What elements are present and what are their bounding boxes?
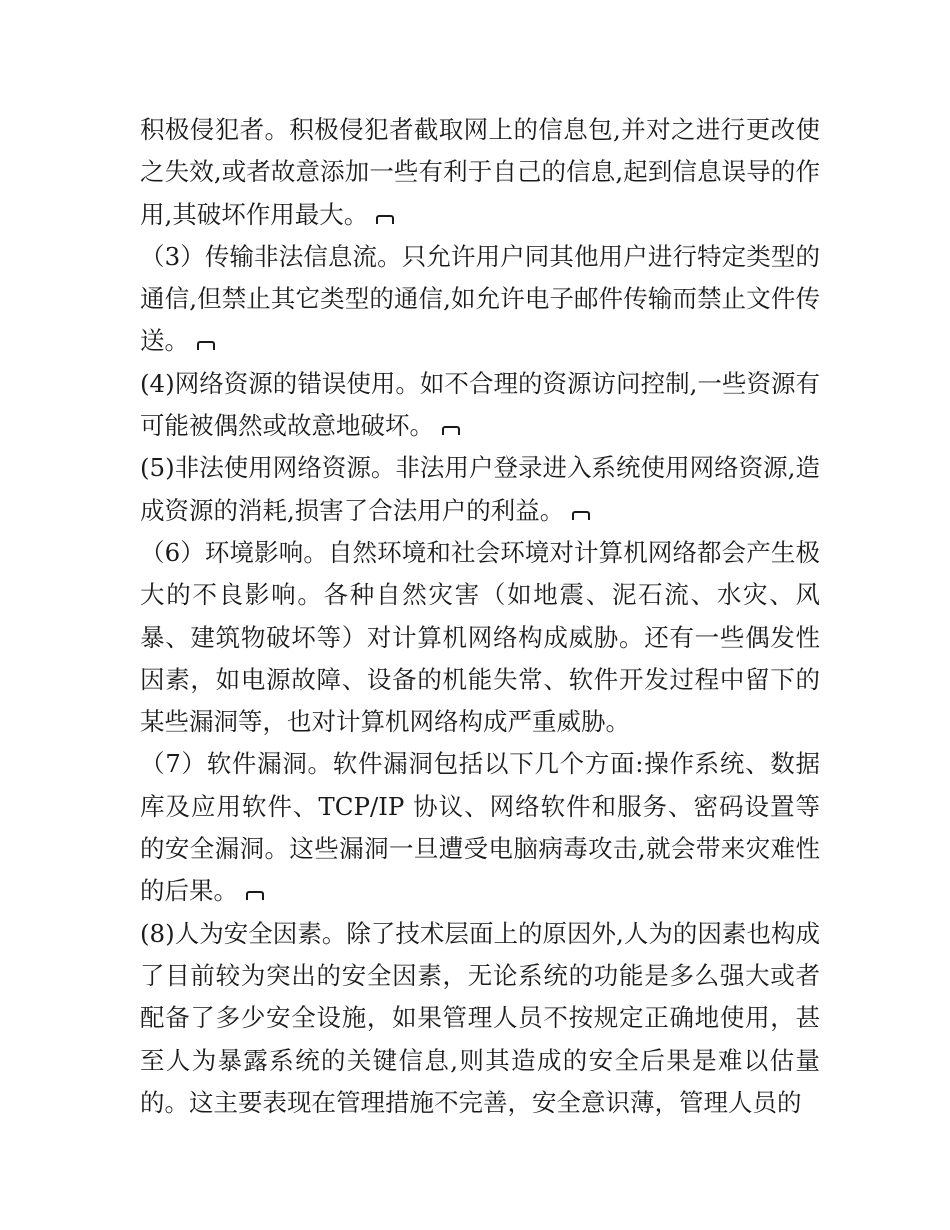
paragraph-text: （7）软件漏洞。软件漏洞包括以下几个方面:操作系统、数据库及应用软件、TCP/IP 协议、网络软件和服务、密码设置等的安全漏洞。这些漏洞一旦遭受电脑病毒攻击,就会带来灾难性的后果。 bbox=[140, 749, 820, 906]
paragraph-active-intruder bbox=[140, 109, 820, 236]
paragraph-return-icon bbox=[442, 426, 460, 435]
paragraph-text: （6）环境影响。自然环境和社会环境对计算机网络都会产生极大的不良影响。各种自然灾害（如地震、泥石流、水灾、风暴、建筑物破坏等）对计算机网络构成威胁。还有一些偶发性因素，如电源故障、设备的机能失常、软件开发过程中留下的某些漏洞等，也对计算机网络构成严重威胁。 bbox=[140, 537, 820, 737]
paragraph-return-icon bbox=[197, 341, 215, 350]
paragraph-return-icon bbox=[376, 215, 394, 224]
document-body bbox=[140, 109, 820, 1124]
paragraph-illegal-resource-use bbox=[140, 447, 820, 532]
paragraph-human-factors bbox=[140, 913, 820, 1124]
paragraph-return-icon bbox=[572, 511, 590, 520]
paragraph-illegal-info-flow bbox=[140, 236, 820, 363]
paragraph-return-icon bbox=[246, 891, 264, 900]
paragraph-text: (5)非法使用网络资源。非法用户登录进入系统使用网络资源,造成资源的消耗,损害了合法用户的利益。 bbox=[140, 453, 820, 525]
paragraph-text: (8)人为安全因素。除了技术层面上的原因外,人为的因素也构成了目前较为突出的安全因素，无论系统的功能是多么强大或者配备了多少安全设施，如果管理人员不按规定正确地使用，甚至人为暴露系统的关键信息,则其造成的安全后果是难以估量的。这主要表现在管理措施不完善，安全意识薄，管理人员的 bbox=[140, 918, 820, 1117]
paragraph-software-vulnerability bbox=[140, 743, 820, 912]
paragraph-text: 积极侵犯者。积极侵犯者截取网上的信息包,并对之进行更改使之失效,或者故意添加一些有利于自己的信息,起到信息误导的作用,其破坏作用最大。 bbox=[140, 115, 820, 229]
paragraph-text: (4)网络资源的错误使用。如不合理的资源访问控制,一些资源有可能被偶然或故意地破坏。 bbox=[140, 368, 820, 441]
paragraph-text: （3）传输非法信息流。只允许用户同其他用户进行特定类型的通信,但禁止其它类型的通信,如允许电子邮件传输而禁止文件传送。 bbox=[140, 241, 820, 356]
paragraph-resource-misuse bbox=[140, 363, 820, 448]
paragraph-environment bbox=[140, 532, 820, 743]
